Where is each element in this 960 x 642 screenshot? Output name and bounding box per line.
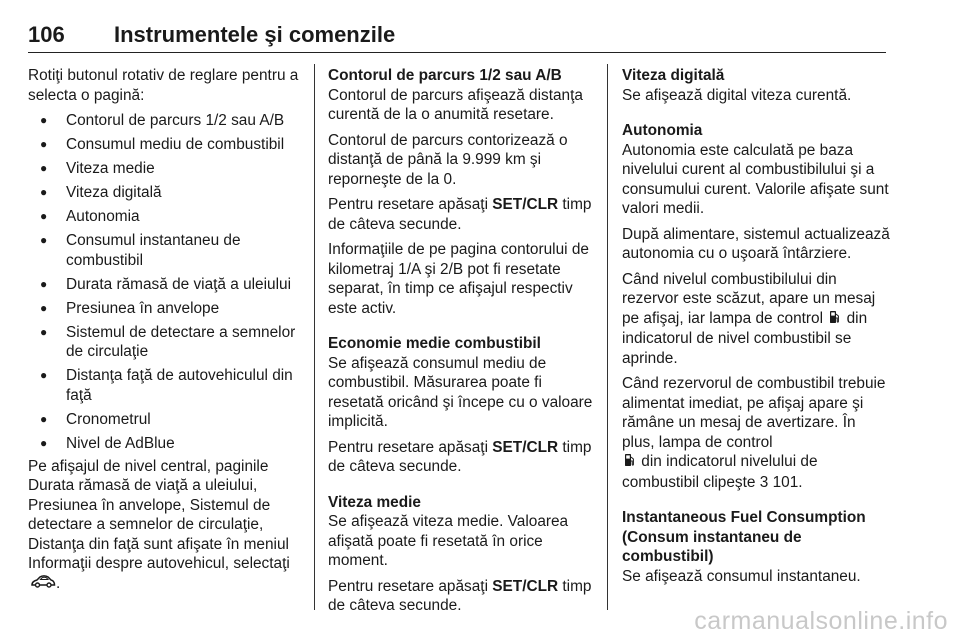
key-label: SET/CLR [492, 577, 559, 595]
section-heading: Economie medie combustibil [328, 335, 541, 352]
key-label: SET/CLR [492, 196, 559, 213]
intro-text: Rotiţi butonul rotativ de reglare pentru a selecta o pagină: [28, 67, 299, 104]
fuel-pump-icon [624, 453, 635, 473]
section-heading: Autonomia [622, 122, 703, 139]
paragraph: Contorul de parcurs contorizează o distanţă de până la 9.999 km şi reporneşte de la 0. [328, 131, 568, 188]
column-divider [607, 64, 608, 610]
paragraph: După alimentare, sistemul actualizează autonomia cu o uşoară întârziere. [622, 225, 890, 262]
key-label: SET/CLR [492, 438, 559, 456]
paragraph: Se afişează digital viteza curentă. [622, 86, 852, 104]
page-list [28, 111, 304, 453]
outro-body: Pe afişajul de nivel central, paginile Durata rămasă de viaţă a uleiului, Presiunea în anvelope, Sistemul de detectare a semnelor de circulaţie, Distanţa din faţă sunt afişate în meniul Informaţii despre autovehicul, selectaţi [28, 457, 290, 572]
page-reference[interactable]: 101. [772, 473, 803, 491]
list-item: ● Sistemul de detectare a semnelor de circulaţie [28, 323, 304, 362]
paragraph: Informaţiile de pe pagina contorului de kilometraj 1/A şi 2/B pot fi resetate separat, în timp ce afişajul respectiv este activ. [328, 241, 589, 317]
paragraph: Când rezervorul de combustibil trebuie alimentat imediat, pe afişaj apare şi rămâne un mesaj de avertizare. În plus, lampa de control din indicatorul nivelului de combustibil clipeşte 3 101. [622, 375, 886, 491]
outro-text [28, 457, 304, 594]
column-2 [328, 66, 594, 622]
page-reference-icon[interactable]: 3 [759, 473, 769, 491]
chapter-title: Instrumentele şi comenzile [114, 22, 396, 47]
paragraph: Pentru resetare apăsaţi SET/CLR timp de câteva secunde. [328, 577, 592, 614]
paragraph: Se afişează viteza medie. Valoarea afişată poate fi resetată în orice moment. [328, 513, 569, 569]
paragraph: Pentru resetare apăsaţi SET/CLR timp de câteva secunde. [328, 196, 592, 233]
column-1 [28, 66, 304, 599]
section-heading: Contorul de parcurs 1/2 sau A/B [328, 67, 562, 84]
section-heading: Viteza digitală [622, 67, 725, 84]
paragraph: Se afişează consumul mediu de combustibil. Măsurarea poate fi resetată oricând şi începe cu o valoare implicită. [328, 354, 593, 430]
list-item: ● Cronometrul [28, 410, 304, 430]
watermark: carmanualsonline.info [694, 607, 948, 635]
list-item: ● Autonomia [28, 207, 304, 227]
paragraph: Se afişează consumul instantaneu. [622, 567, 861, 585]
list-item: ● Distanţa faţă de autovehiculul din faţă [28, 366, 304, 405]
column-divider [314, 64, 315, 610]
car-icon [30, 574, 56, 594]
list-item: ● Contorul de parcurs 1/2 sau A/B [28, 111, 304, 131]
list-item: ● Nivel de AdBlue [28, 434, 304, 454]
paragraph: Când nivelul combustibilului din rezervor este scăzut, apare un mesaj pe afişaj, iar lampa de control din indicatorul de nivel combustibil se aprinde. [622, 270, 876, 367]
page-header [28, 22, 886, 53]
paragraph: Autonomia este calculată pe baza nivelului curent al combustibilului şi a consumului curent. Valorile afişate sunt valori medii. [622, 141, 889, 217]
section-heading: Viteza medie [328, 493, 421, 511]
list-item: ● Viteza digitală [28, 183, 304, 203]
list-item: ● Viteza medie [28, 159, 304, 179]
paragraph: Pentru resetare apăsaţi SET/CLR timp de câteva secunde. [328, 438, 592, 475]
page-number: 106 [28, 22, 65, 47]
list-item: ● Durata rămasă de viaţă a uleiului [28, 275, 304, 295]
list-item: ● Consumul instantaneu de combustibil [28, 231, 304, 270]
fuel-pump-icon [829, 310, 840, 330]
paragraph: Contorul de parcurs afişează distanţa curentă de la o anumită resetare. [328, 86, 583, 123]
outro-end: . [56, 574, 61, 592]
list-item: ● Presiunea în anvelope [28, 299, 304, 319]
column-3 [622, 66, 890, 592]
section-heading: Instantaneous Fuel Consumption (Consum instantaneu de combustibil) [622, 509, 866, 565]
list-item: ● Consumul mediu de combustibil [28, 135, 304, 155]
